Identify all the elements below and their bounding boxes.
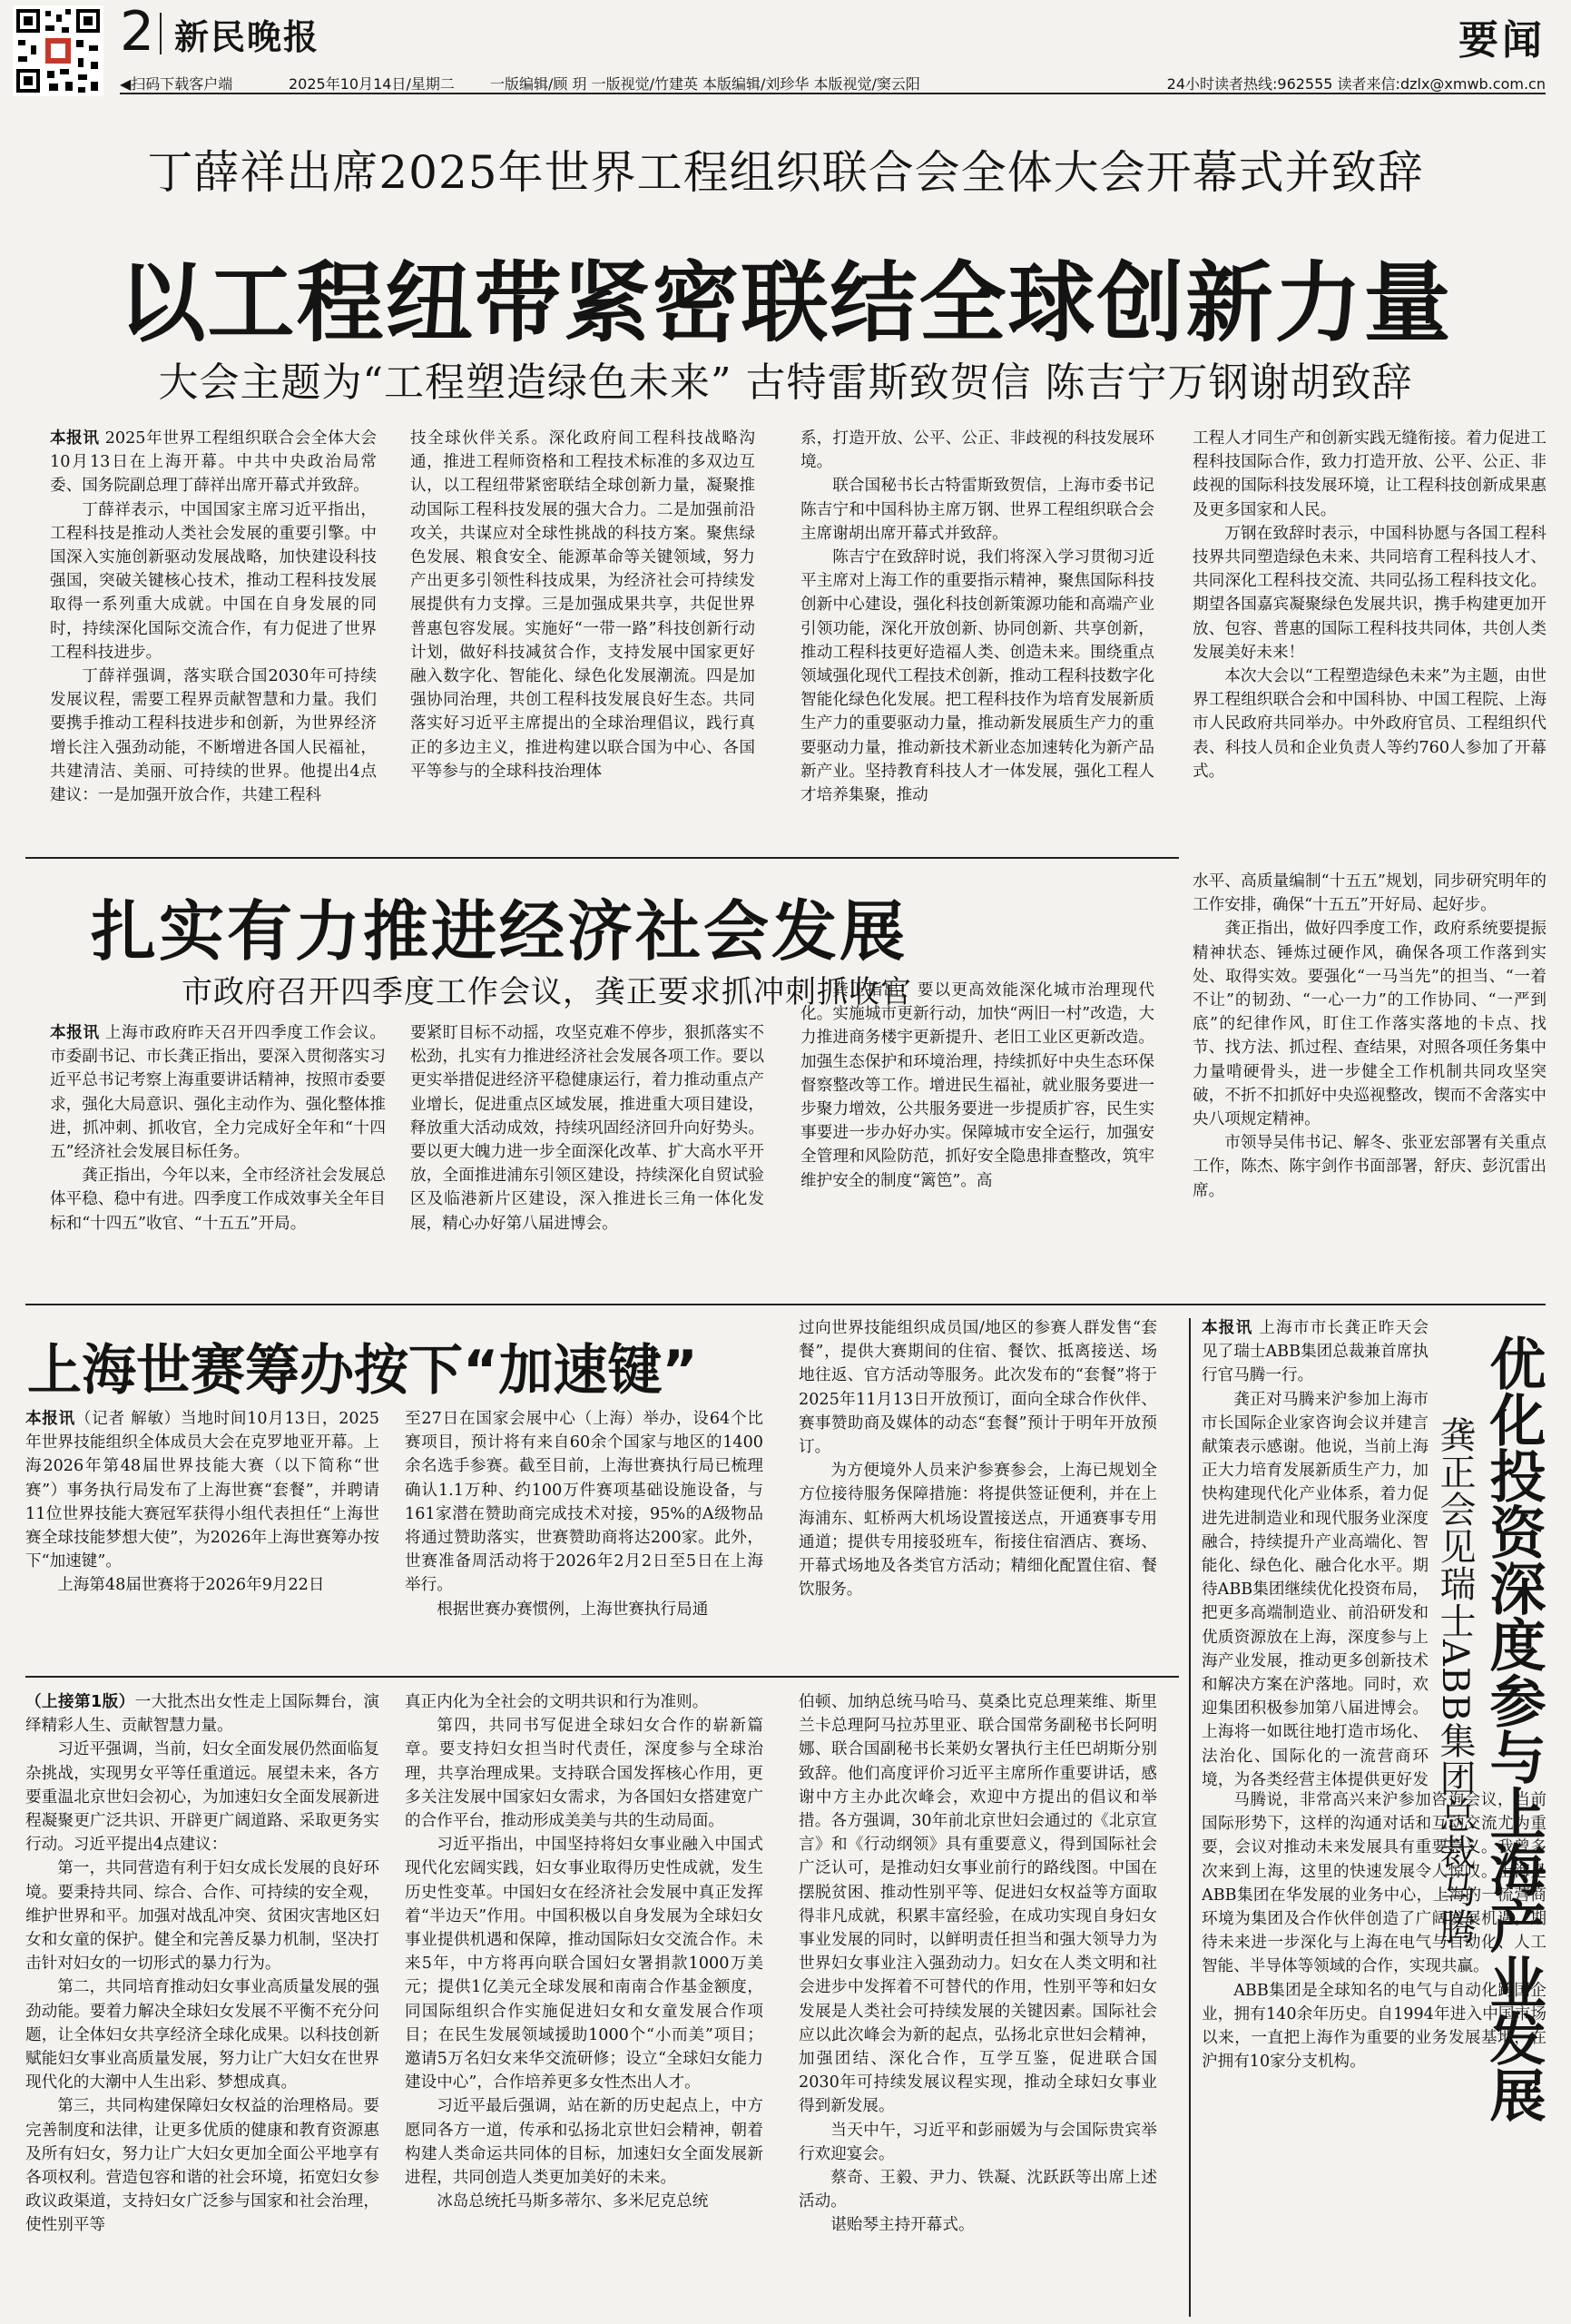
header-divider <box>160 13 162 54</box>
story4-text: 马腾说，非常高兴来沪参加咨询会议，当前国际形势下，这样的沟通对话和互动交流尤为重要，会议对推动未来发展具有重要意义。我曾多次来到上海，这里的快速发展令人惊叹。上海是ABB集团在华发展的业务中心，上海的一流营商环境为集团及合作伙伴创造了广阔发展机遇。期待未来进一步深化与上海在电气与自动化、人工智能、半导体等领域的合作，实现共赢。 <box>1202 1791 1546 1976</box>
story5-text: 当天中午，习近平和彭丽媛为与会国际贵宾举行欢迎宴会。 <box>799 2121 1157 2163</box>
date-line: 2025年10月14日/星期二 <box>289 75 455 93</box>
story2-column-4 <box>1193 870 1546 1295</box>
story2-headline: 扎实有力推进经济社会发展 <box>91 893 908 970</box>
story3-text: 至27日在国家会展中心（上海）举办，设64个比赛项目，预计将有来自60余个国家与地区的1400余名选手参赛。截至目前，上海世赛执行局已梳理确认1.1万种、约100万件赛项基础设施设备，与161家潜在赞助商完成技术对接，95%的A级物品将通过赞助落实，世赛赞助商将达200家。此外，世赛准备周活动将于2026年2月2日至5日在上海举行。 <box>405 1410 763 1595</box>
story2-text: 龚正指出，做好四季度工作，政府系统要提振精神状态、锤炼过硬作风，确保各项工作落到实处、取得实效。要强化“一马当先”的担当、“一着不让”的韧劲、“一心一力”的工作协同、“一严到底”的纪律作风，盯住工作落实落地的卡点、找节、找方法、抓过程、查结果，对照各项任务集中力量啃硬骨头，进一步健全工作机制共同攻坚突破，不折不扣抓好中央巡视整改，锲而不舍落实中央八项规定精神。 <box>1193 920 1546 1129</box>
story3-text: 为方便境外人员来沪参赛参会，上海已规划全方位接待服务保障措施：将提供签证便利，并在上海浦东、虹桥两大机场设置接送点，开通赛事专用通道；提供专用接驳班车，衔接住宿酒店、赛场、开幕式场地及各类官方活动；精细化配置住宿、餐饮服务。 <box>799 1462 1157 1600</box>
editors-line: 一版编辑/顾 玥 一版视觉/竹建英 本版编辑/刘珍华 本版视觉/窦云阳 <box>490 75 920 93</box>
story1-text: 工程人才同生产和创新实践无缝衔接。着力促进工程科技国际合作，致力打造开放、公平、公正、非歧视的国际科技发展环境，让工程科技创新成果惠及更多国家和人民。 <box>1193 429 1546 519</box>
story1-column-1 <box>50 427 377 844</box>
story5-text: 第二，共同培育推动妇女事业高质量发展的强劲动能。要着力解决全球妇女发展不平衡不充分问题，让全体妇女共享经济全球化成果。以科技创新赋能妇女事业高质量发展，努力让广大妇女在世界现代化的大潮中人生出彩、梦想成真。 <box>25 1978 379 2093</box>
story1-column-4 <box>1193 427 1546 844</box>
story4-text: 上海市市长龚正昨天会见了瑞士ABB集团总裁兼首席执行官马腾一行。 <box>1202 1319 1429 1385</box>
story2-text: 上海市政府昨天召开四季度工作会议。市委副书记、市长龚正指出，要深入贯彻落实习近平总书记考察上海重要讲话精神，按照市委要求，强化大局意识、强化主动作为、强化整体推进，抓冲刺、抓收官，全力完成好全年和“十四五”经济社会发展目标任务。 <box>50 1024 386 1162</box>
story5-text: 习近平强调，当前，妇女全面发展仍然面临复杂挑战，实现男女平等任重道远。展望未来，各方要重温北京世妇会初心，为加速妇女全面发展新进程凝聚更广泛共识、开辟更广阔道路、采取更务实行动。习近平提出4点建议： <box>25 1740 379 1855</box>
story3-column-2 <box>405 1407 763 1666</box>
story4-column-bottom <box>1202 1788 1546 2319</box>
story2-column-2 <box>410 1021 764 1294</box>
story5-text: 第四，共同书写促进全球妇女合作的崭新篇章。要支持妇女担当时代责任，深度参与全球治理，共享治理成果。支持联合国发挥核心作用，更多关注发展中国家妇女需求，为各国妇女搭建宽广的合作平台，推动形成美美与共的生动局面。 <box>405 1717 763 1831</box>
story1-text: 丁薛祥表示，中国国家主席习近平指出，工程科技是推动人类社会发展的重要引擎。中国深入实施创新驱动发展战略，加快建设科技强国，突破关键核心技术，推动工程科技发展取得一系列重大成就。中国在自身发展的同时，持续深化国际交流合作，有力促进了世界工程科技进步。 <box>50 500 377 662</box>
story2-bottom-rule <box>25 1304 1546 1305</box>
story1-headline: 以工程纽带紧密联结全球创新力量 <box>118 252 1453 354</box>
story1-text: 丁薛祥强调，落实联合国2030年可持续发展议程，需要工程界贡献智慧和力量。我们要携手推动工程科技进步和创新，为世界经济增长注入强劲动能，不断增进各国人民福祉，共建清洁、美丽、可持续的世界。他提出4点建议：一是加强开放合作，共建工程科 <box>50 667 377 805</box>
story3-text: 过向世界技能组织成员国/地区的参赛人群发售“套餐”，提供大赛期间的住宿、餐饮、抵离接送、场地往返、官方活动等服务。此次发布的“套餐”将于2025年11月13日开放预订，面向全球合作伙伴、赛事赞助商及媒体的动态“套餐”预计于明年开放预订。 <box>799 1319 1157 1457</box>
story5-text: 真正内化为全社会的文明共识和行为准则。 <box>405 1693 709 1711</box>
story4-text: ABB集团是全球知名的电气与自动化跨国企业，拥有140余年历史。自1994年进入中国市场以来，一直把上海作为重要的业务发展基地，在沪拥有10家分支机构。 <box>1202 1981 1546 2072</box>
story4-text: 龚正对马腾来沪参加上海市市长国际企业家咨询会议并建言献策表示感谢。他说，当前上海正大力培育发展新质生产力，加快构建现代化产业体系，着力促进先进制造业和现代服务业深度融合，持续提升产业高端化、智能化、绿色化、融合化水平。期待ABB集团继续优化投资布局，把更多高端制造业、前沿研发和优质资源放在上海，深度参与上海产业发展，推动更多创新技术和解决方案在沪落地。同时，欢迎集团积极参加第八届进博会。上海将一如既往地打造市场化、法治化、国际化的一流营商环境，为各类经营主体提供更好发 <box>1202 1390 1429 1788</box>
qr-code-icon[interactable] <box>13 5 103 96</box>
story1-text: 本次大会以“工程塑造绿色未来”为主题，由世界工程组织联合会和中国科协、中国工程院、上海市人民政府共同举办。中外政府官员、工程组织代表、科技人员和企业负责人等约760人参加了开幕式。 <box>1193 667 1546 781</box>
story5-text: 第一，共同营造有利于妇女成长发展的良好环境。要秉持共同、综合、合作、可持续的安全观，维护世界和平。加强对战乱冲突、贫困灾害地区妇女和女童的保护。健全和完善反暴力机制，坚决打击针对妇女的一切形式的暴力行为。 <box>25 1859 379 1974</box>
story5-text: 伯顿、加纳总统马哈马、莫桑比克总理莱维、斯里兰卡总理阿马拉苏里亚、联合国常务副秘书长阿明娜、联合国副秘书长莱奶女署执行主任巴胡斯分别致辞。他们高度评价习近平主席所作重要讲话，感谢中方主办此次峰会，欢迎中方提出的倡议和举措。各方强调，30年前北京世妇会通过的《北京宣言》和《行动纲领》具有重要意义，得到国际社会广泛认可，是推动妇女事业前行的路线图。中国在摆脱贫困、推动性别平等、促进妇女权益等方面取得非凡成就，积累丰富经验，在成功实现自身妇女事业发展的同时，以鲜明责任担当和强大领导力为世界妇女事业注入强劲动力。妇女在人类文明和社会进步中发挥着不可替代的作用，性别平等和妇女发展是人类社会可持续发展的关键因素。国际社会应以此次峰会为新的起点，弘扬北京世妇会精神，加强团结、深化合作，互学互鉴，促进联合国2030年可持续发展议程实现，推动全球妇女事业得到新发展。 <box>799 1693 1157 2116</box>
dateline-lead: 本报讯 <box>25 1410 75 1428</box>
story4-left-rule <box>1189 1318 1191 2317</box>
story2-text: 水平、高质量编制“十五五”规划，同步研究明年的工作安排，确保“十五五”开好局、起好步。 <box>1193 872 1546 915</box>
paper-name: 新民晚报 <box>174 16 320 57</box>
story2-text: 市领导吴伟书记、解冬、张亚宏部署有关重点工作，陈杰、陈宇剑作书面部署，舒庆、彭沉雷出席。 <box>1193 1134 1546 1200</box>
story4-headline: 优化投资深度参与上海产业发展 <box>1480 1334 1546 2122</box>
section-title: 要闻 <box>1458 17 1546 64</box>
story3-column-1 <box>25 1407 379 1666</box>
story1-bottom-rule <box>25 857 1179 859</box>
story1-kicker: 丁薛祥出席2025年世界工程组织联合会全体大会开幕式并致辞 <box>147 146 1424 199</box>
story5-column-1 <box>25 1690 379 2319</box>
story1-text: 2025年世界工程组织联合会全体大会10月13日在上海开幕。中共中央政治局常委、国务院副总理丁薛祥出席开幕式并致辞。 <box>50 429 377 496</box>
story3-text: （记者 解敏）当地时间10月13日，2025年世界技能组织全体成员大会在克罗地亚开幕。上海2026年第48届世界技能大赛（以下简称“世赛”）事务执行局发布了上海世赛“套餐”，并聘请11位世界技能大赛冠军获得小组代表担任“上海世赛全球技能梦想大使”，为2026年上海世赛筹办按下“加速键”。 <box>25 1410 379 1571</box>
story3-text: 上海第48届世赛将于2026年9月22日 <box>57 1576 325 1595</box>
story1-subhead: 大会主题为“工程塑造绿色未来” 古特雷斯致贺信 陈吉宁万钢谢胡致辞 <box>158 359 1413 406</box>
story5-text: 一大批杰出女性走上国际舞台，演绎精彩人生、贡献智慧力量。 <box>25 1693 379 1736</box>
story1-text: 系，打造开放、公平、公正、非歧视的科技发展环境。 <box>800 429 1154 472</box>
dateline-lead: 本报讯 <box>50 1024 100 1042</box>
story4-column-top <box>1202 1316 1429 1788</box>
story2-subhead: 市政府召开四季度工作会议，龚正要求抓冲刺抓收官 <box>182 974 912 1010</box>
story5-column-3 <box>799 1690 1157 2319</box>
page-number: 2 <box>120 0 155 64</box>
story3-text: 根据世赛办赛惯例，上海世赛执行局通 <box>437 1600 709 1619</box>
story5-text: 冰岛总统托马斯多蒂尔、多米尼克总统 <box>437 2192 709 2211</box>
story1-text: 陈吉宁在致辞时说，我们将深入学习贯彻习近平主席对上海工作的重要指示精神，聚焦国际科技创新中心建设，强化科技创新策源功能和高端产业引领功能，深化开放创新、协同创新、共享创新，推动工程科技更好造福人类、创造未来。围绕重点领域强化现代工程技术创新，推动工程科技数字化智能化绿色化发展。把工程科技作为培育发展新质生产力的重要驱动力量，推动新发展质生产力的重要驱动力量，推动新技术新业态加速转化为新产品新产业。坚持教育科技人才一体发展，强化工程人才培养集聚，推动 <box>800 548 1154 805</box>
story5-text: 习近平最后强调，站在新的历史起点上，中方愿同各方一道，传承和弘扬北京世妇会精神，朝着构建人类命运共同体的目标，加速妇女全面发展新进程，共同创造人类更加美好的未来。 <box>405 2097 763 2188</box>
story2-column-3 <box>800 979 1154 1295</box>
dateline-lead: 本报讯 <box>50 429 100 448</box>
story5-text: 习近平指出，中国坚持将妇女事业融入中国式现代化宏阔实践，妇女事业取得历史性成就，发生历史性变革。中国妇女在经济社会发展中真正发挥着“半边天”作用。中国积极以自身发展为全球妇女事业提供机遇和保障，推动国际妇女交流合作。未来5年，中方将再向联合国妇女署捐款1000万美元；提供1亿美元全球发展和南南合作基金额度，同国际组织合作实施促进妇女和女童发展合作项目；在民生发展领域援助1000个“小而美”项目；邀请5万名妇女来华交流研修；设立“全球妇女能力建设中心”，合作培养更多女性杰出人才。 <box>405 1836 763 2093</box>
story2-column-1 <box>50 1021 386 1294</box>
hotline: 24小时读者热线:962555 读者来信:dzlx@xmwb.com.cn <box>1166 75 1546 93</box>
story4-subhead: 龚正会见瑞士ABB集团总裁马腾 <box>1434 1416 1476 1945</box>
story5-text: 第三，共同构建保障妇女权益的治理格局。要完善制度和法律，让更多优质的健康和教育资源惠及所有妇女，努力让广大妇女更加全面公平地享有各项权利。营造包容和谐的社会环境，拓宽妇女参政议政渠道，支持妇女广泛参与国家和社会治理，使性别平等 <box>25 2097 379 2235</box>
story3-headline: 上海世赛筹办按下“加速键” <box>27 1339 698 1403</box>
continued-label: （上接第1版） <box>25 1693 135 1711</box>
story1-column-3 <box>800 427 1154 844</box>
header-rule <box>120 93 1546 94</box>
story2-text: 要紧盯目标不动摇，攻坚克难不停步，狠抓落实不松劲，扎实有力推进经济社会发展各项工作。要以更实举措促进经济平稳健康运行，着力推动重点产业增长，促进重点区域发展，推进重大项目建设，释放重大活动成效，持续巩固经济回升向好势头。要以更大魄力进一步全面深化改革、扩大高水平开放，全面推进浦东引领区建设，持续深化自贸试验区及临港新片区建设，深入推进长三角一体化发展，精心办好第八届进博会。 <box>410 1024 764 1233</box>
story1-text: 技全球伙伴关系。深化政府间工程科技战略沟通，推进工程师资格和工程技术标准的多双边互认，以工程纽带紧密联结全球创新力量，凝聚推动国际工程科技发展的强大合力。二是加强前沿攻关，共谋应对全球性挑战的科技方案。聚焦绿色发展、粮食安全、能源革命等关键领域，努力产出更多引领性科技成果，为经济社会可持续发展提供有力支撑。三是加强成果共享，共促世界普惠包容发展。实施好“一带一路”科技创新行动计划，做好科技减贫合作，支持发展中国家更好融入数字化、智能化、绿色化发展潮流。四是加强协同治理，共创工程科技发展良好生态。共同落实好习近平主席提出的全球治理倡议，践行真正的多边主义，推进构建以联合国为中心、各国平等参与的全球科技治理体 <box>410 429 755 781</box>
story2-text: 龚正指出，今年以来，全市经济社会发展总体平稳、稳中有进。四季度工作成效事关全年目标和“十四五”收官、“十五五”开局。 <box>50 1167 386 1233</box>
story5-text: 谌贻琴主持开幕式。 <box>830 2216 975 2235</box>
scan-note: ◀扫码下载客户端 <box>120 75 233 93</box>
dateline-lead: 本报讯 <box>1202 1319 1253 1337</box>
story1-column-2 <box>410 427 755 844</box>
story5-text: 蔡奇、王毅、尹力、铁凝、沈跃跃等出席上述活动。 <box>799 2169 1157 2211</box>
story3-column-3 <box>799 1316 1157 1666</box>
story2-text: 龚正指出，要以更高效能深化城市治理现代化。实施城市更新行动，加快“两旧一村”改造，大力推进商务楼宇更新提升、老旧工业区更新改造。加强生态保护和环境治理，持续抓好中央生态环保督察整改等工作。增进民生福祉，就业服务要进一步聚力增效，公共服务要进一步提质扩容，民生实事要进一步办好办实。保障城市安全运行，加强安全管理和风险防范，抓好安全隐患排查整改，筑牢维护安全的制度“篱笆”。高 <box>800 981 1154 1190</box>
story1-text: 万钢在致辞时表示，中国科协愿与各国工程科技界共同塑造绿色未来、共同培育工程科技人才、共同深化工程科技交流、共同弘扬工程科技文化。期望各国嘉宾凝聚绿色发展共识，携手构建更加开放、包容、普惠的国际工程科技共同体，共创人类发展美好未来！ <box>1193 524 1546 662</box>
story5-column-2 <box>405 1690 763 2319</box>
story1-text: 联合国秘书长古特雷斯致贺信，上海市委书记陈吉宁和中国科协主席万钢、世界工程组织联合会主席谢胡出席开幕式并致辞。 <box>800 477 1154 543</box>
story3-bottom-rule <box>25 1676 1179 1678</box>
